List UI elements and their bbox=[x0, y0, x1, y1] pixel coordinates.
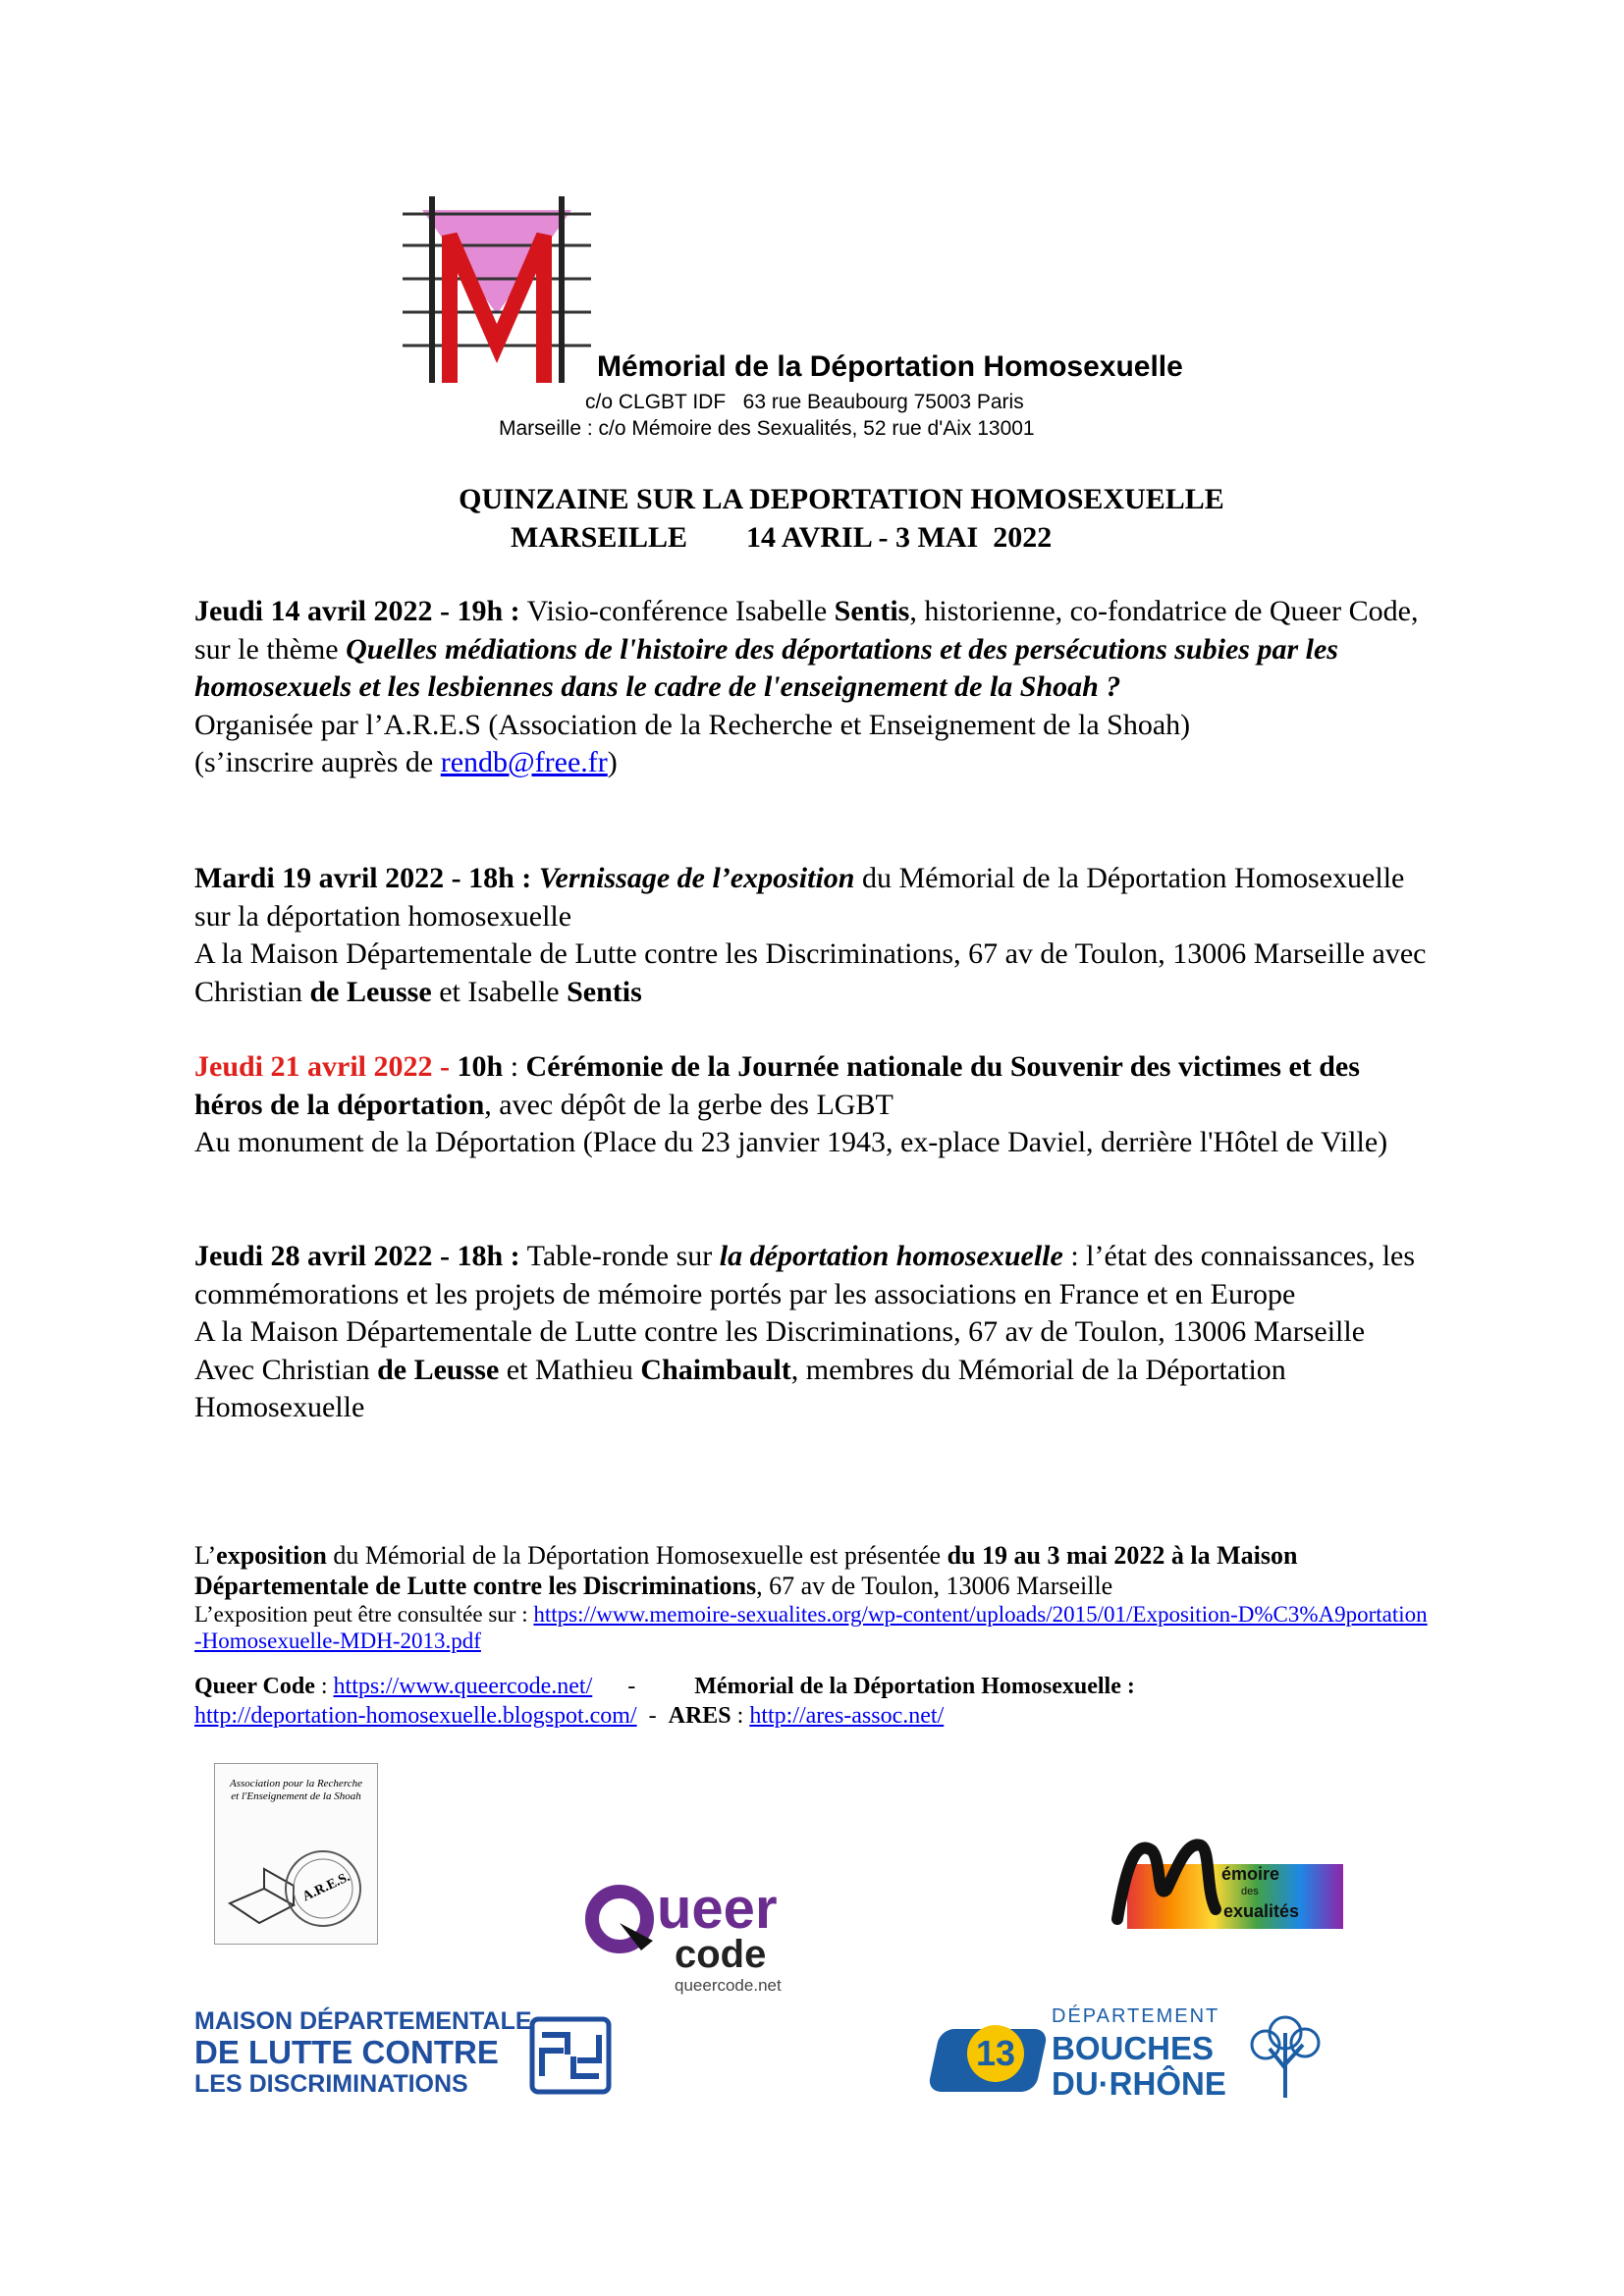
event-organizer: Organisée par l’A.R.E.S (Association de la Recherche et Enseignement de la Shoah) bbox=[194, 708, 1191, 741]
q-letter-icon bbox=[584, 1884, 655, 1954]
speaker-name: de Leusse bbox=[377, 1353, 500, 1386]
queer-code-label: Queer Code bbox=[194, 1674, 315, 1699]
ares-label: ARES bbox=[668, 1703, 731, 1729]
mdlcd-line: MAISON DÉPARTEMENTALE bbox=[194, 2007, 532, 2035]
address-marseille: Marseille : c/o Mémoire des Sexualités, 52 rue d'Aix 13001 bbox=[499, 417, 1035, 440]
event-theme: la déportation homosexuelle bbox=[719, 1240, 1063, 1272]
event-text: : l’état des connaissances, les commémorations et les projets de mémoire portés par les associations en France et en Europe bbox=[194, 1240, 1416, 1310]
event-text: , historienne, co-fondatrice de Queer Code, sur le thème bbox=[194, 595, 1419, 666]
queer-url-text: queercode.net bbox=[675, 1976, 782, 1995]
badge-13-icon: 13 bbox=[967, 2025, 1024, 2082]
exhibition-text: , 67 av de Toulon, 13006 Marseille bbox=[756, 1572, 1113, 1600]
event-text: Avec Christian bbox=[194, 1353, 378, 1386]
separator: - bbox=[592, 1674, 695, 1699]
mdlcd-logo bbox=[194, 2007, 626, 2101]
event-theme: Vernissage de l’exposition bbox=[538, 862, 855, 894]
exhibition-bold: du 19 au 3 mai 2022 à la Maison Départementale de Lutte contre les Discriminations bbox=[194, 1541, 1298, 1600]
bdr-line: DU·RHÔNE bbox=[1052, 2065, 1226, 2102]
speaker-name: de Leusse bbox=[309, 975, 432, 1008]
exhibition-text: L’ bbox=[194, 1541, 217, 1570]
links-line-2 bbox=[194, 1701, 1434, 1731]
separator: : bbox=[731, 1703, 750, 1729]
event-date: Mardi 19 avril 2022 - 18h : bbox=[194, 862, 532, 894]
speaker-name: Chaimbault bbox=[640, 1353, 791, 1386]
queer-word: ueer bbox=[657, 1877, 778, 1941]
exhibition-bold: exposition bbox=[216, 1541, 327, 1570]
separator: : bbox=[314, 1674, 334, 1699]
speaker-name: Sentis bbox=[567, 975, 642, 1008]
ares-logo-line: et l'Enseignement de la Shoah bbox=[231, 1790, 361, 1802]
mdlcd-line: LES DISCRIMINATIONS bbox=[194, 2070, 468, 2098]
ares-stamp-text: A.R.E.S. bbox=[300, 1869, 352, 1905]
event-time: 10h bbox=[457, 1050, 504, 1083]
event-place: A la Maison Départementale de Lutte contre les Discriminations, 67 av de Toulon, 13006 Marseille bbox=[194, 1315, 1366, 1348]
ares-link[interactable]: http://ares-assoc.net/ bbox=[749, 1703, 945, 1729]
exhibition-pdf-link[interactable]: https://www.memoire-sexualites.org/wp-content/uploads/2015/01/Exposition-D%C3%A9portation-Homosexuelle-MDH-2013.pdf bbox=[194, 1602, 1428, 1653]
event-text: et Isabelle bbox=[431, 975, 568, 1008]
queercode-logo bbox=[584, 1877, 820, 1998]
event-text: et Mathieu bbox=[499, 1353, 641, 1386]
ares-logo bbox=[214, 1763, 378, 1945]
org-name: Mémorial de la Déportation Homosexuelle bbox=[597, 350, 1183, 383]
mdlcd-line: DE LUTTE CONTRE bbox=[194, 2034, 499, 2070]
exhibition-text: du Mémorial de la Déportation Homosexuelle est présentée bbox=[326, 1541, 947, 1570]
event-date: Jeudi 21 avril 2022 - bbox=[194, 1050, 458, 1083]
olive-tree-icon bbox=[1242, 2009, 1328, 2100]
event-text: Table-ronde sur bbox=[519, 1240, 720, 1272]
event-3 bbox=[194, 1048, 1434, 1162]
bouches-du-rhone-logo bbox=[928, 2005, 1330, 2104]
exhibition-consult-text: L’exposition peut être consultée sur : bbox=[194, 1602, 534, 1627]
event-date: Jeudi 14 avril 2022 - 19h : bbox=[194, 595, 520, 627]
title-city-dates bbox=[511, 521, 1052, 555]
event-4 bbox=[194, 1238, 1434, 1427]
event-text: du Mémorial de la Déportation Homosexuelle sur la déportation homosexuelle bbox=[194, 862, 1405, 933]
memoire-sexualites-logo bbox=[1108, 1821, 1343, 1934]
code-word: code bbox=[675, 1933, 767, 1976]
bdr-line: BOUCHES bbox=[1052, 2030, 1215, 2066]
bdr-line: DÉPARTEMENT bbox=[1052, 2005, 1220, 2027]
title-city: MARSEILLE bbox=[511, 521, 688, 554]
event-theme: Quelles médiations de l'histoire des déportations et des persécutions subies par les homosexuels et les lesbiennes dans le cadre de l'enseignement de la Shoah ? bbox=[194, 632, 1338, 703]
mdh-label: Mémorial de la Déportation Homosexuelle : bbox=[694, 1674, 1135, 1699]
memoire-word: émoire bbox=[1221, 1864, 1280, 1884]
event-2 bbox=[194, 860, 1434, 1011]
email-link[interactable]: rendb@free.fr bbox=[440, 746, 608, 778]
event-text: Visio-conférence Isabelle bbox=[519, 595, 835, 627]
event-text: , avec dépôt de la gerbe des LGBT bbox=[484, 1088, 893, 1121]
exhibition-info bbox=[194, 1540, 1434, 1654]
event-date: Jeudi 28 avril 2022 - 18h : bbox=[194, 1240, 520, 1272]
registration-text: (s’inscrire auprès de bbox=[194, 746, 441, 778]
mdh-blog-link[interactable]: http://deportation-homosexuelle.blogspot.com/ bbox=[194, 1703, 637, 1729]
speaker-name: Sentis bbox=[834, 595, 910, 627]
hands-icon bbox=[528, 2015, 613, 2096]
separator: - bbox=[636, 1703, 669, 1729]
event-1 bbox=[194, 593, 1434, 782]
title-dates: 14 AVRIL - 3 MAI 2022 bbox=[746, 521, 1053, 554]
ares-logo-line: Association pour la Recherche bbox=[230, 1778, 362, 1789]
event-text: , membres du Mémorial de la Déportation Homosexuelle bbox=[194, 1353, 1286, 1423]
queer-code-link[interactable]: https://www.queercode.net/ bbox=[333, 1674, 593, 1699]
separator: : bbox=[503, 1050, 526, 1083]
sexualites-word: exualités bbox=[1223, 1901, 1300, 1921]
links-line-1 bbox=[194, 1672, 1434, 1701]
event-place: A la Maison Départementale de Lutte contre les Discriminations, 67 av de Toulon, 13006 Marseille avec Christian bbox=[194, 937, 1427, 1008]
des-word: des bbox=[1241, 1886, 1259, 1897]
address-paris: c/o CLGBT IDF 63 rue Beaubourg 75003 Paris bbox=[585, 391, 1024, 413]
event-theme: Cérémonie de la Journée nationale du Souvenir des victimes et des héros de la déportation bbox=[194, 1050, 1360, 1121]
registration-text: ) bbox=[607, 746, 618, 778]
event-place: Au monument de la Déportation (Place du 23 janvier 1943, ex-place Daviel, derrière l'Hôtel de Ville) bbox=[194, 1126, 1388, 1158]
memorial-logo bbox=[403, 196, 591, 391]
page-title: QUINZAINE SUR LA DEPORTATION HOMOSEXUELLE bbox=[459, 483, 1224, 515]
